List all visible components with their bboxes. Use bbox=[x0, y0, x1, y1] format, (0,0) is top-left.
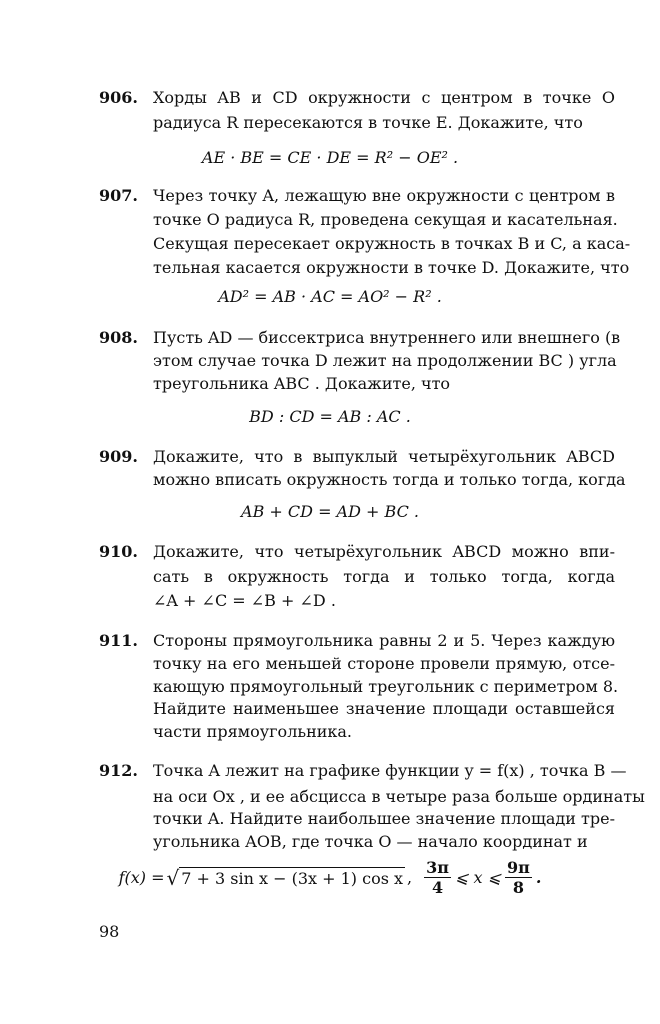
inequality: ⩽ x ⩽ bbox=[454, 868, 501, 887]
problem-formula: AB + CD = AD + BC . bbox=[241, 502, 419, 521]
denominator: 8 bbox=[512, 878, 524, 897]
problem-text-line: точку на его меньшей стороне провели прямую, отсе- bbox=[153, 654, 615, 673]
problem-text-line: точки A. Найдите наибольшее значение площади тре- bbox=[153, 809, 615, 828]
problem-text-line: точке O радиуса R, проведена секущая и касательная. bbox=[153, 210, 618, 229]
problem-number: 907. bbox=[99, 186, 138, 205]
problem-number: 910. bbox=[99, 542, 138, 561]
problem-text-line: Найдите наименьшее значение площади оставшейся bbox=[153, 699, 615, 718]
problem-text-line: Стороны прямоугольника равны 2 и 5. Через каждую bbox=[153, 631, 615, 650]
problem-text-line: Секущая пересекает окружность в точках B и C, а каса- bbox=[153, 234, 631, 253]
problem-text-line: кающую прямоугольный треугольник с периметром 8. bbox=[153, 677, 619, 696]
problem-number: 912. bbox=[99, 761, 138, 780]
problem-text-line: этом случае точка D лежит на продолжении BC ) угла bbox=[153, 351, 617, 370]
problem-number: 909. bbox=[99, 447, 138, 466]
problem-text-line: Пусть AD — биссектриса внутреннего или внешнего (в bbox=[153, 328, 621, 347]
problem-number: 906. bbox=[99, 88, 138, 107]
problem-formula: BD : CD = AB : AC . bbox=[249, 407, 411, 426]
problem-text-line: можно вписать окружность тогда и только тогда, когда bbox=[153, 470, 626, 489]
problem-text-line: тельная касается окружности в точке D. Докажите, что bbox=[153, 258, 630, 277]
problem-text-line: угольника AOB, где точка O — начало координат и bbox=[153, 832, 588, 851]
radicand: 7 + 3 sin x − (3x + 1) cos x bbox=[181, 868, 404, 888]
numerator: 3π bbox=[426, 858, 449, 877]
formula-lhs: f(x) = bbox=[118, 868, 165, 887]
problem-number: 911. bbox=[99, 631, 138, 650]
formula-end: . bbox=[535, 868, 542, 887]
fraction-upper bbox=[505, 858, 532, 897]
formula-912 bbox=[0, 858, 660, 897]
fraction-lower bbox=[424, 858, 451, 897]
problem-text-line: части прямоугольника. bbox=[153, 722, 353, 741]
problem-text-line: на оси Ox , и ее абсцисса в четыре раза больше ординаты bbox=[153, 787, 645, 806]
denominator: 4 bbox=[431, 878, 444, 897]
radical-sign-icon: √ bbox=[166, 865, 180, 890]
problem-formula: AE · BE = CE · DE = R² − OE² . bbox=[201, 148, 459, 167]
problem-text-line: Точка A лежит на графике функции y = f(x) , точка B — bbox=[153, 761, 627, 780]
problem-text-line: Докажите, что четырёхугольник ABCD можно впи- bbox=[153, 542, 615, 561]
problem-text-line: Хорды AB и CD окружности с центром в точке O bbox=[153, 88, 615, 107]
page-number: 98 bbox=[99, 922, 120, 941]
problem-text-line: Через точку A, лежащую вне окружности с центром в bbox=[153, 186, 615, 205]
problem-formula: AD² = AB · AC = AO² − R² . bbox=[218, 287, 442, 306]
problem-text-line: треугольника ABC . Докажите, что bbox=[153, 374, 451, 393]
formula-separator: , bbox=[407, 868, 413, 887]
numerator: 9π bbox=[507, 858, 530, 877]
square-root bbox=[167, 867, 406, 889]
problem-text-line: радиуса R пересекаются в точке E. Докажите, что bbox=[153, 113, 583, 132]
problem-number: 908. bbox=[99, 328, 138, 347]
problem-text-line: сать в окружность тогда и только тогда, когда bbox=[153, 567, 615, 586]
problem-text-line: Докажите, что в выпуклый четырёхугольник ABCD bbox=[153, 447, 615, 466]
problem-text-line: ∠A + ∠C = ∠B + ∠D . bbox=[153, 591, 336, 610]
